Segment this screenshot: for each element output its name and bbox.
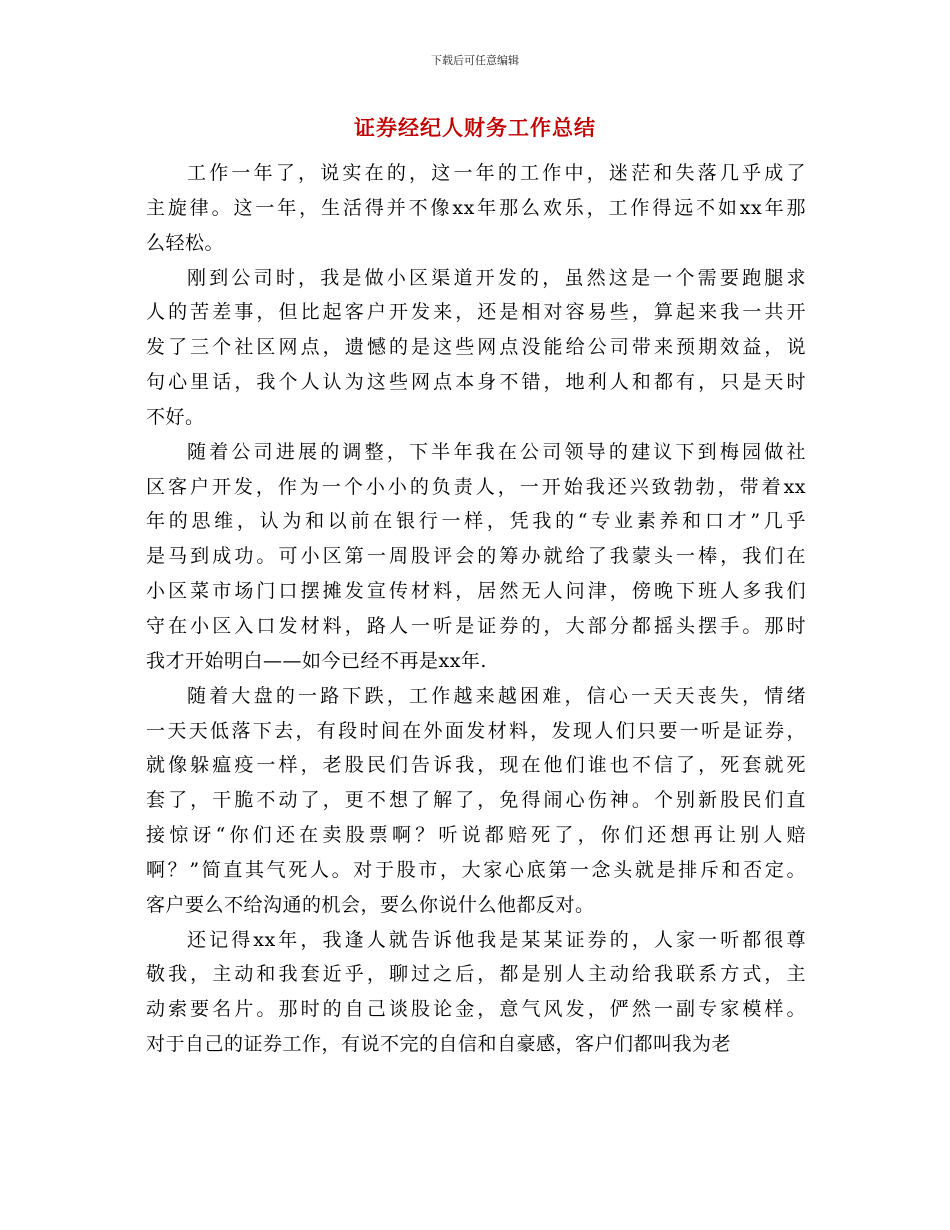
paragraph (146, 679, 806, 923)
paragraph (146, 261, 806, 435)
paragraph-line: 么轻松。 (146, 231, 225, 254)
paragraph-line: 是马到成功。可小区第一周股评会的筹办就给了我蒙头一棒，我们在 (146, 545, 806, 568)
paragraph-line: 啊？”简直其气死人。对于股市，大家心底第一念头就是排斥和否定。 (146, 858, 806, 881)
paragraph-line: 对于自己的证券工作，有说不完的自信和自豪感，客户们都叫我为老 (146, 1033, 732, 1056)
document-title: 证券经纪人财务工作总结 (354, 115, 596, 140)
paragraph-line: 随着大盘的一路下跌，工作越来越困难，信心一天天丧失，情绪 (187, 684, 806, 707)
paragraph-line: 工作一年了，说实在的，这一年的工作中，迷茫和失落几乎成了 (187, 162, 806, 184)
paragraph-line: 发了三个社区网点，遗憾的是这些网点没能给公司带来预期效益，说 (146, 336, 806, 359)
paragraph-line: 动索要名片。那时的自己谈股论金，意气风发，俨然一副专家模样。 (146, 998, 806, 1021)
paragraph-line: 还记得xx年，我逢人就告诉他我是某某证券的，人家一听都很尊 (187, 928, 806, 951)
paragraph-line: 套了，干脆不动了，更不想了解了，免得闹心伤神。个别新股民们直 (146, 789, 806, 812)
document-body (146, 156, 806, 1062)
paragraph (146, 156, 806, 261)
paragraph-line: 守在小区入口发材料，路人一听是证券的，大部分都摇头摆手。那时 (146, 614, 806, 637)
paragraph (146, 923, 806, 1062)
paragraph-line: 年的思维，认为和以前在银行一样，凭我的“专业素养和口才”几乎 (146, 510, 806, 533)
paragraph-line: 区客户开发，作为一个小小的负责人，一开始我还兴致勃勃，带着xx (146, 475, 806, 498)
paragraph-line: 刚到公司时，我是做小区渠道开发的，虽然这是一个需要跑腿求 (187, 266, 806, 289)
paragraph-line: 一天天低落下去，有段时间在外面发材料，发现人们只要一听是证券， (146, 719, 806, 742)
paragraph (146, 435, 806, 679)
paragraph-line: 小区菜市场门口摆摊发宣传材料，居然无人问津，傍晚下班人多我们 (146, 580, 806, 603)
paragraph-line: 就像躲瘟疫一样，老股民们告诉我，现在他们谁也不信了，死套就死 (146, 754, 806, 777)
paragraph-line: 敬我，主动和我套近乎，聊过之后，都是别人主动给我联系方式，主 (146, 963, 806, 986)
paragraph-line: 不好。 (146, 405, 205, 428)
paragraph-line: 主旋律。这一年，生活得并不像xx年那么欢乐，工作得远不如xx年那 (146, 196, 806, 219)
paragraph-line: 人的苦差事，但比起客户开发来，还是相对容易些，算起来我一共开 (146, 301, 806, 324)
paragraph-line: 接惊讶“你们还在卖股票啊？听说都赔死了，你们还想再让别人赔 (146, 824, 806, 847)
paragraph-line: 客户要么不给沟通的机会，要么你说什么他都反对。 (146, 893, 595, 916)
paragraph-line: 随着公司进展的调整，下半年我在公司领导的建议下到梅园做社 (187, 440, 806, 463)
paragraph-line: 我才开始明白——如今已经不再是xx年. (146, 649, 487, 672)
header-note: 下载后可任意编辑 (431, 54, 519, 67)
paragraph-line: 句心里话，我个人认为这些网点本身不错，地利人和都有，只是天时 (146, 371, 806, 394)
